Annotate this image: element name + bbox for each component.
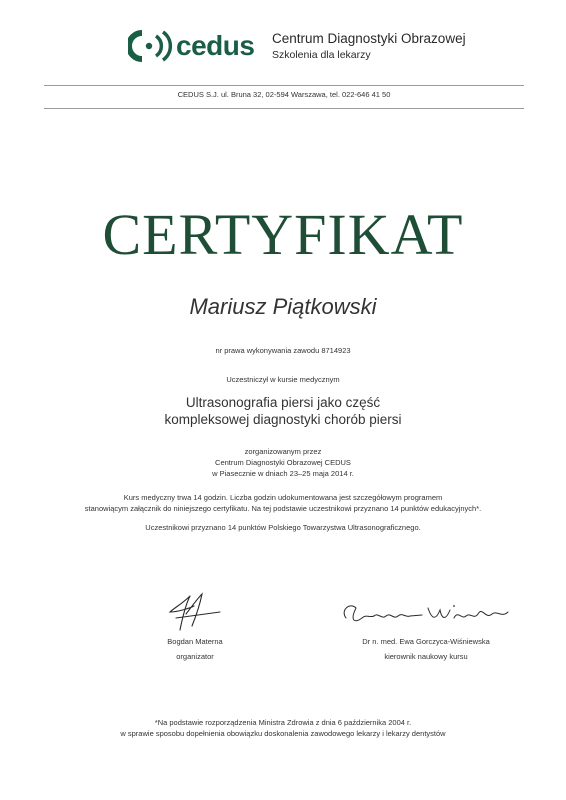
org-block — [272, 31, 466, 62]
organized-by — [0, 446, 566, 479]
cedus-logo-icon — [128, 29, 174, 63]
org-address: CEDUS S.J. ul. Bruna 32, 02-594 Warszawa, tel. 022-646 41 50 — [177, 90, 391, 99]
footnote-line-1: *Na podstawie rozporządzenia Ministra Zdrowia z dnia 6 października 2004 r. — [154, 718, 412, 727]
certificate-title: CERTYFIKAT — [102, 202, 464, 267]
duration-line-1: Kurs medyczny trwa 14 godzin. Liczba godzin udokumentowana jest szczegółowym programem — [123, 493, 443, 502]
course-title-line-2: kompleksowej diagnostyki chorób piersi — [164, 412, 402, 427]
signature-right-role: kierownik naukowy kursu — [384, 652, 468, 661]
duration-line-2: stanowiącym załącznik do niniejszego certyfikatu. Na tej podstawie uczestnikowi przyznano 14 punktów edukacyjnych*. — [84, 504, 482, 513]
organized-by-label: zorganizowanym przez — [244, 447, 322, 456]
footnote — [0, 717, 566, 739]
recipient-name: Mariusz Piątkowski — [189, 294, 377, 319]
org-subtitle: Szkolenia dla lekarzy — [272, 49, 371, 61]
participation-text: Uczestniczył w kursie medycznym — [226, 375, 340, 384]
course-location-date: w Piasecznie w dniach 23–25 maja 2014 r. — [212, 469, 354, 478]
course-duration-text — [0, 492, 566, 514]
license-number: 8714923 — [321, 346, 351, 355]
footnote-line-2: w sprawie sposobu dopełnienia obowiązku doskonalenia zawodowego lekarzy i lekarzy dentystów — [120, 729, 446, 738]
signature-left — [150, 590, 230, 636]
course-title — [0, 394, 566, 428]
society-points-text: Uczestnikowi przyznano 14 punktów Polskiego Towarzystwa Ultrasonograficznego. — [145, 523, 421, 532]
logo-wordmark: cedus — [176, 30, 255, 61]
signature-right — [336, 596, 516, 634]
license-label: nr prawa wykonywania zawodu — [215, 346, 320, 355]
signature-left-name: Bogdan Materna — [167, 637, 223, 646]
license-line — [0, 345, 566, 356]
course-title-line-1: Ultrasonografia piersi jako część — [185, 395, 381, 410]
header-divider-top — [44, 85, 524, 86]
organizer-name: Centrum Diagnostyki Obrazowej CEDUS — [215, 458, 351, 467]
cedus-logo — [128, 28, 254, 64]
signature-left-role: organizator — [176, 652, 214, 661]
signature-right-name: Dr n. med. Ewa Gorczyca-Wiśniewska — [362, 637, 490, 646]
org-name: Centrum Diagnostyki Obrazowej — [272, 31, 466, 46]
header-divider-bottom — [44, 108, 524, 109]
